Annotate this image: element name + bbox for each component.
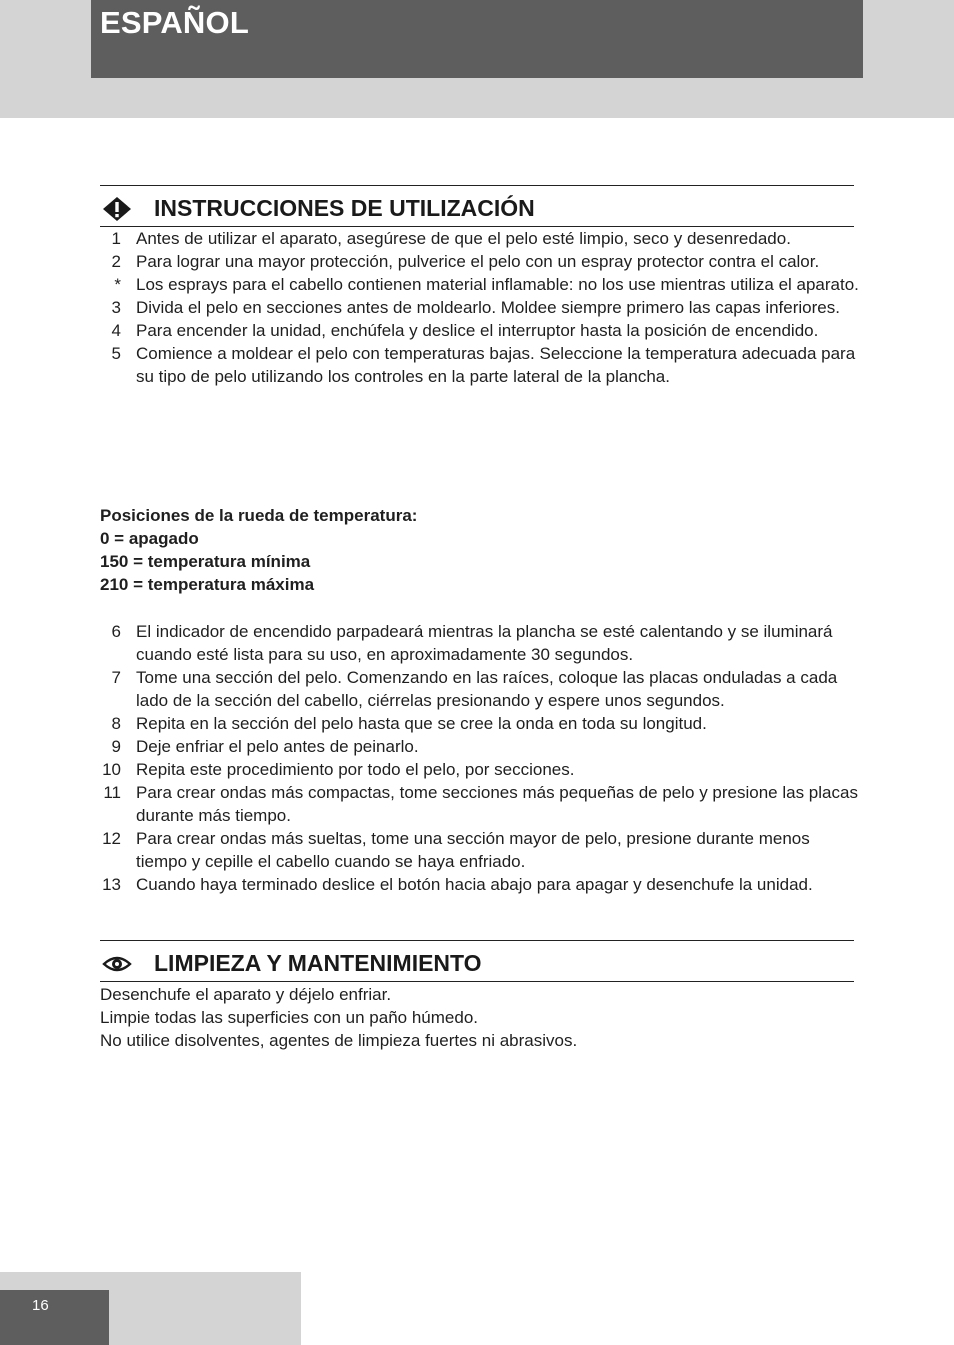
step-text: Comience a moldear el pelo con temperaturas bajas. Seleccione la temperatura adecuada para su tipo de pelo utilizando los controles en la parte lateral de la plancha. [136,344,856,386]
instruction-step [100,781,860,827]
step-text: Para encender la unidad, enchúfela y deslice el interruptor hasta la posición de encendido. [136,321,819,340]
instruction-step [100,827,860,873]
warning-icon [102,196,132,222]
step-number: 10 [102,760,121,779]
step-number: 1 [111,229,121,248]
step-text: Tome una sección del pelo. Comenzando en las raíces, coloque las placas onduladas a cada lado de la sección del cabello, ciérrelas presionando y espere unos segundos. [136,668,838,710]
step-text: Para lograr una mayor protección, pulverice el pelo con un espray protector contra el calor. [136,252,820,271]
step-number: 5 [111,344,121,363]
usage-steps-list-b [100,620,860,896]
step-text: Divida el pelo en secciones antes de moldearlo. Moldee siempre primero las capas inferiores. [136,298,840,317]
instruction-step [100,758,860,781]
step-text: Cuando haya terminado deslice el botón hacia abajo para apagar y desenchufe la unidad. [136,875,813,894]
cleaning-instructions [100,983,577,1052]
instruction-step [100,250,860,273]
usage-steps-list-a [100,227,860,388]
usage-section-header [100,185,854,227]
temperature-min: 150 = temperatura mínima [100,552,311,571]
cleaning-line: Desenchufe el aparato y déjelo enfriar. [100,985,392,1004]
instruction-step [100,296,860,319]
cleaning-line: Limpie todas las superficies con un paño húmedo. [100,1008,479,1027]
cleaning-line: No utilice disolventes, agentes de limpieza fuertes ni abrasivos. [100,1031,578,1050]
page-number-box [0,1290,109,1345]
temperature-positions [100,504,417,596]
step-text: Antes de utilizar el aparato, asegúrese de que el pelo esté limpio, seco y desenredado. [136,229,791,248]
instruction-step [100,319,860,342]
eye-icon [102,951,132,977]
step-number: 7 [111,668,121,687]
step-number: 13 [102,875,121,894]
step-text: Para crear ondas más compactas, tome secciones más pequeñas de pelo y presione las placas durante más tiempo. [136,783,858,825]
usage-section-title: INSTRUCCIONES DE UTILIZACIÓN [154,195,535,221]
step-number: 12 [102,829,121,848]
step-text: Los esprays para el cabello contienen material inflamable: no los use mientras utiliza el aparato. [136,275,859,294]
step-number: 4 [111,321,121,340]
step-number: 9 [111,737,121,756]
step-text: Repita en la sección del pelo hasta que se cree la onda en toda su longitud. [136,714,707,733]
step-number: 8 [111,714,121,733]
instruction-step [100,342,860,388]
temperature-off: 0 = apagado [100,529,199,548]
step-text: Repita este procedimiento por todo el pelo, por secciones. [136,760,575,779]
language-title-bar [91,0,863,78]
step-number: 3 [111,298,121,317]
step-text: El indicador de encendido parpadeará mientras la plancha se esté calentando y se iluminará cuando esté lista para su uso, en aproximadamente 30 segundos. [136,622,833,664]
cleaning-section-title: LIMPIEZA Y MANTENIMIENTO [154,950,482,976]
step-text: Deje enfriar el pelo antes de peinarlo. [136,737,419,756]
step-number: 6 [111,622,121,641]
temperature-heading: Posiciones de la rueda de temperatura: [100,506,418,525]
instruction-step [100,620,860,666]
page-number: 16 [32,1297,49,1314]
instruction-step [100,227,860,250]
instruction-step [100,873,860,896]
instruction-step [100,712,860,735]
cleaning-section-header [100,940,854,982]
step-number: * [114,275,121,294]
instruction-step [100,666,860,712]
step-text: Para crear ondas más sueltas, tome una sección mayor de pelo, presione durante menos tiempo y cepille el cabello cuando se haya enfriado. [136,829,810,871]
step-number: 11 [103,783,121,802]
instruction-step [100,735,860,758]
temperature-max: 210 = temperatura máxima [100,575,315,594]
step-number: 2 [111,252,121,271]
instruction-step [100,273,860,296]
language-title: ESPAÑOL [100,5,249,40]
